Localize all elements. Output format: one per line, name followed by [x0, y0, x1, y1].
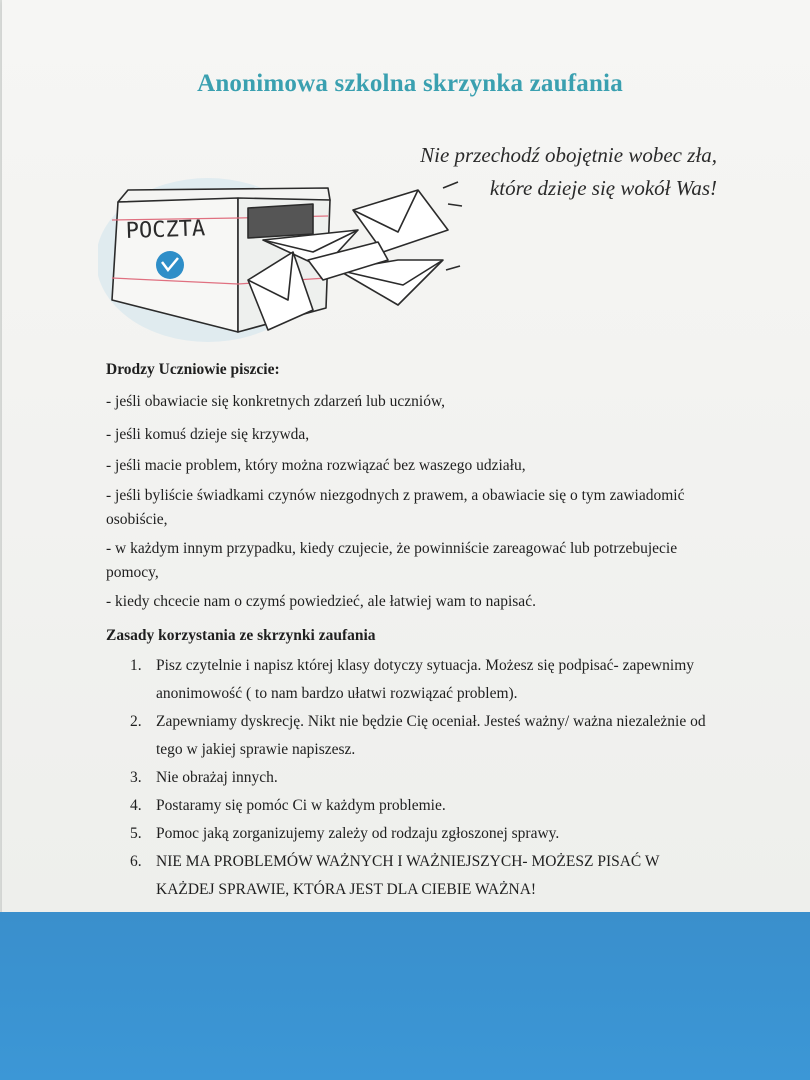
rule-number: 3.: [130, 769, 142, 786]
rule-text: NIE MA PROBLEMÓW WAŻNYCH I WAŻNIEJSZYCH- MOŻESZ PISAĆ W KAŻDEJ SPRAWIE, KTÓRA JEST DLA CIEBIE WAŻNA!: [156, 853, 660, 898]
greeting-heading: Drodzy Uczniowie piszcie:: [106, 361, 280, 378]
bullet-5: - w każdym innym przypadku, kiedy czujecie, że powinniście zareagować lub potrzebujecie pomocy,: [106, 540, 678, 581]
rules-heading: Zasady korzystania ze skrzynki zaufania: [106, 627, 376, 644]
rule-number: 2.: [130, 713, 142, 730]
rule-text: Pisz czytelnie i napisz której klasy dotyczy sytuacja. Możesz się podpisać- zapewnimy anonimowość ( to nam bardzo ułatwi rozwiązać problem).: [156, 657, 695, 702]
bullet-1: - jeśli obawiacie się konkretnych zdarzeń lub uczniów,: [106, 393, 446, 410]
blue-wall-panel: [0, 912, 810, 1080]
rule-number: 6.: [130, 853, 142, 870]
rule-number: 4.: [130, 797, 142, 814]
rule-text: Nie obrażaj innych.: [156, 769, 278, 786]
bullet-3: - jeśli macie problem, który można rozwiązać bez waszego udziału,: [106, 457, 526, 474]
bullet-2: - jeśli komuś dzieje się krzywda,: [106, 426, 310, 443]
poster-title: Anonimowa szkolna skrzynka zaufania: [197, 70, 623, 97]
rule-text: Zapewniamy dyskrecję. Nikt nie będzie Cię oceniał. Jesteś ważny/ ważna niezależnie od tego w jakiej sprawie napiszesz.: [156, 713, 706, 758]
rule-number: 1.: [130, 657, 142, 674]
bullet-4: - jeśli byliście świadkami czynów niezgodnych z prawem, a obawiacie się o tym zawiadomić osobiście,: [106, 487, 685, 528]
rule-text: Pomoc jaką zorganizujemy zależy od rodzaju zgłoszonej sprawy.: [156, 825, 560, 842]
motto-line-2: które dzieje się wokół Was!: [489, 176, 717, 200]
rule-number: 5.: [130, 825, 142, 842]
motto-line-1: Nie przechodź obojętnie wobec zła,: [420, 143, 717, 167]
mailbox-illustration: [98, 160, 468, 345]
bullet-6: - kiedy chcecie nam o czymś powiedzieć, ale łatwiej wam to napisać.: [106, 593, 536, 610]
illustration-label: POCZTA: [125, 216, 206, 244]
rule-text: Postaramy się pomóc Ci w każdym problemie.: [156, 797, 446, 814]
